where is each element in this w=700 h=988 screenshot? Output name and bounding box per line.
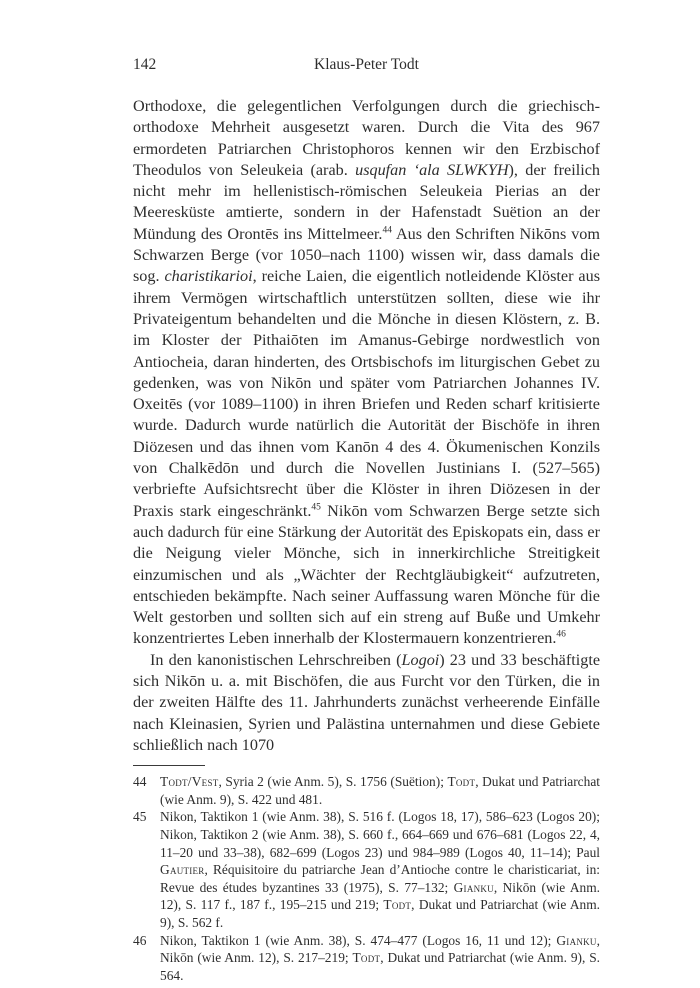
text-run: usqufan ‘ala SLWKYH: [355, 160, 509, 179]
text-run: Todt: [383, 897, 412, 913]
footnote-text: [160, 808, 600, 931]
page-number: 142: [133, 56, 157, 73]
footnote-text: [160, 773, 600, 808]
footnote-reference: 44: [382, 225, 392, 236]
text-run: Nikon, Taktikon 1 (wie Anm. 38), S. 516 f. (Logos 18, 17), 586–623 (Logos 20); Nikon, Taktikon 2 (wie Anm. 38), S. 660 f., 664–669 und 676–681 (Logos 22, 4, 11–20 und 33–38), 682–699 (Logos 23) und 984–989 (Logos 40, 11–14); Paul: [160, 809, 600, 860]
text-run: , Réquisitoire du patriarche Jean d’Antioche contre le charisticariat, in: Revue des études byzantines 33 (1975), S. 77–132;: [160, 862, 600, 895]
text-run: , reiche Laien, die eigentlich notleidende Klöster aus ihrem Vermögen wirtschaftlich unterstützen sollten, diese wie ihr Privateigentum behandelten und die Mönche in diesen Klöstern, z. B. im Kloster der Pithaiōten im Amanus-Gebirge nordwestlich von Antiocheia, daran hinderten, des Ortsbischofs im liturgischen Gebet zu gedenken, was von Nikōn und später vom Patriarchen Johannes IV. Oxeitēs (vor 1089–1100) in ihren Briefen und Reden scharf kritisierte wurde. Dadurch wurde natürlich die Autorität der Bischöfe in ihren Diözesen und das ihnen vom Kanōn 4 des 4. Ökumenischen Konzils von Chalkēdōn und durch die Novellen Justinians I. (527–565) verbriefte Aufsichtsrecht über die Klöster in ihren Diözesen in der Praxis stark eingeschränkt.: [133, 267, 601, 520]
text-run: , Dukat und Patriarchat (wie Anm. 9), S. 564.: [160, 950, 600, 983]
text-run: , Dukat und Patriarchat (wie Anm. 9), S. 422 und 481.: [160, 774, 600, 807]
text-run: Gautier: [160, 862, 205, 878]
footnote: [133, 808, 600, 931]
text-run: ), der freilich nicht mehr im hellenistisch-römischen Seleukeia Pierias an der Meeresküste amtierte, sondern in der Hafenstadt Suëtion an der Mündung des Orontēs ins Mittelmeer.: [133, 160, 600, 243]
text-run: Todt/Vest: [160, 774, 219, 790]
text-run: Gianku: [453, 879, 494, 895]
text-run: , Nikōn (wie Anm. 12), S. 217–219;: [160, 932, 600, 966]
footnote-text: [160, 932, 600, 985]
text-run: , Dukat und Patriarchat (wie Anm. 9), S. 562 f.: [160, 897, 600, 930]
page-header: [133, 56, 600, 77]
text-run: Todt: [447, 774, 476, 790]
text-run: Orthodoxe, die gelegentlichen Verfolgungen durch die griechisch-orthodoxe Mehrheit ausgesetzt waren. Durch die Vita des 967 ermordeten Patriarchen Christophoros kennen wir den Erzbischof Theodulos von Seleukeia (arab.: [133, 97, 600, 179]
body-paragraph: [133, 650, 600, 756]
footnote-reference: 45: [311, 502, 321, 513]
text-run: ) 23 und 33 beschäftigte sich Nikōn u. a. mit Bischöfen, die aus Furcht vor den Türken, die in der zweiten Hälfte des 11. Jahrhunderts zunächst verheerende Einfälle nach Kleinasien, Syrien und Palästina unternahmen und diese Gebiete schließlich nach 1070: [133, 650, 600, 754]
text-run: charistikarioi: [164, 267, 253, 286]
text-run: Todt: [352, 950, 381, 966]
footnote-reference: 46: [556, 630, 566, 641]
body-paragraph: [133, 96, 600, 650]
text-run: Nikōn vom Schwarzen Berge setzte sich auch dadurch für eine Stärkung der Autorität des Episkopats ein, dass er die Neigung vieler Mönche, sich in innerkirchliche Streitigkeit einzumischen und als „Wächter der Rechtgläubigkeit“ aufzutreten, entschieden bekämpfte. Nach seiner Auffassung waren Mönche für die Welt gestorben und sollten sich auf ein streng auf Buße und Umkehr konzentriertes Leben innerhalb der Klostermauern konzentrieren.: [133, 501, 601, 648]
text-run: , Syria 2 (wie Anm. 5), S. 1756 (Suëtion);: [218, 774, 448, 790]
text-run: , Nikōn (wie Anm. 12), S. 117 f., 187 f., 195–215 und 219;: [160, 879, 601, 913]
body-text: [133, 96, 600, 756]
footnotes: [133, 773, 600, 984]
footnote-number: 45: [133, 809, 147, 825]
text-run: Nikon, Taktikon 1 (wie Anm. 38), S. 474–477 (Logos 16, 11 und 12);: [160, 932, 557, 948]
running-title: Klaus-Peter Todt: [314, 56, 419, 73]
text-run: Aus den Schriften Nikōns vom Schwarzen Berge (vor 1050–nach 1100) wissen wir, dass damals die sog.: [133, 224, 600, 286]
text-run: In den kanonistischen Lehrschreiben (: [150, 650, 402, 669]
footnote-number: 46: [133, 932, 147, 948]
footnote-separator: [133, 765, 205, 766]
footnote-number: 44: [133, 774, 147, 790]
text-run: Gianku: [556, 932, 597, 948]
footnote: [133, 773, 600, 808]
footnote: [133, 932, 600, 985]
text-run: Logoi: [401, 650, 440, 669]
